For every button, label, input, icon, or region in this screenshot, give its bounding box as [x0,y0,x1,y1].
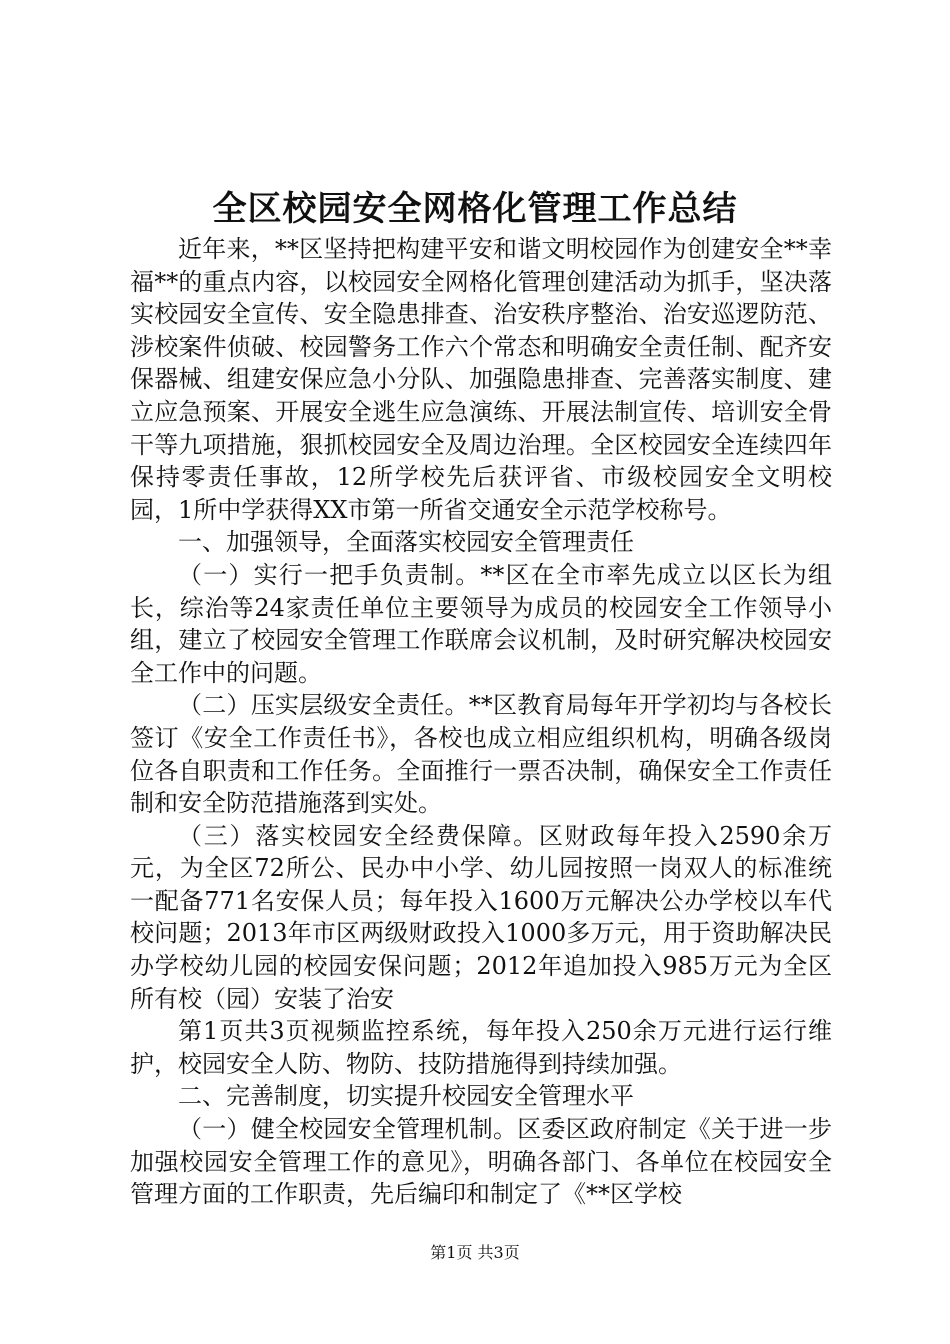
paragraph-2-1: （一）健全校园安全管理机制。区委区政府制定《关于进一步加强校园安全管理工作的意见》，明确各部门、各单位在校园安全管理方面的工作职责，先后编印和制定了《**区学校 [130,1115,832,1209]
paragraph-continuation: 第1页共3页视频监控系统，每年投入250余万元进行运行维护，校园安全人防、物防、技防措施得到持续加强。 [130,1017,832,1078]
paragraph-1-1: （一）实行一把手负责制。**区在全市率先成立以区长为组长，综治等24家责任单位主要领导为成员的校园安全工作领导小组，建立了校园安全管理工作联席会议机制，及时研究解决校园安全工作中的问题。 [130,560,832,687]
page-footer: 第1页 共3页 [430,1243,520,1262]
document-title: 全区校园安全网格化管理工作总结 [212,189,738,229]
paragraph-intro: 近年来，**区坚持把构建平安和谐文明校园作为创建安全**幸福**的重点内容，以校园安全网格化管理创建活动为抓手，坚决落实校园安全宣传、安全隐患排查、治安秩序整治、治安巡逻防范、涉校案件侦破、校园警务工作六个常态和明确安全责任制、配齐安保器械、组建安保应急小分队、加强隐患排查、完善落实制度、建立应急预案、开展安全逃生应急演练、开展法制宣传、培训安全骨干等九项措施，狠抓校园安全及周边治理。全区校园安全连续四年保持零责任事故，12所学校先后获评省、市级校园安全文明校园，1所中学获得XX市第一所省交通安全示范学校称号。 [130,235,832,524]
paragraph-1-3: （三）落实校园安全经费保障。区财政每年投入2590余万元，为全区72所公、民办中小学、幼儿园按照一岗双人的标准统一配备771名安保人员；每年投入1600万元解决公办学校以车代校问题；2013年市区两级财政投入1000多万元，用于资助解决民办学校幼儿园的校园安保问题；2012年追加投入985万元为全区所有校（园）安装了治安 [130,821,832,1013]
section-heading-2: 二、完善制度，切实提升校园安全管理水平 [178,1082,634,1111]
document-body [130,233,832,1211]
section-heading-1: 一、加强领导，全面落实校园安全管理责任 [178,528,634,557]
paragraph-1-2: （二）压实层级安全责任。**区教育局每年开学初均与各校长签订《安全工作责任书》，各校也成立相应组织机构，明确各级岗位各自职责和工作任务。全面推行一票否决制，确保安全工作责任制和安全防范措施落到实处。 [130,691,832,818]
